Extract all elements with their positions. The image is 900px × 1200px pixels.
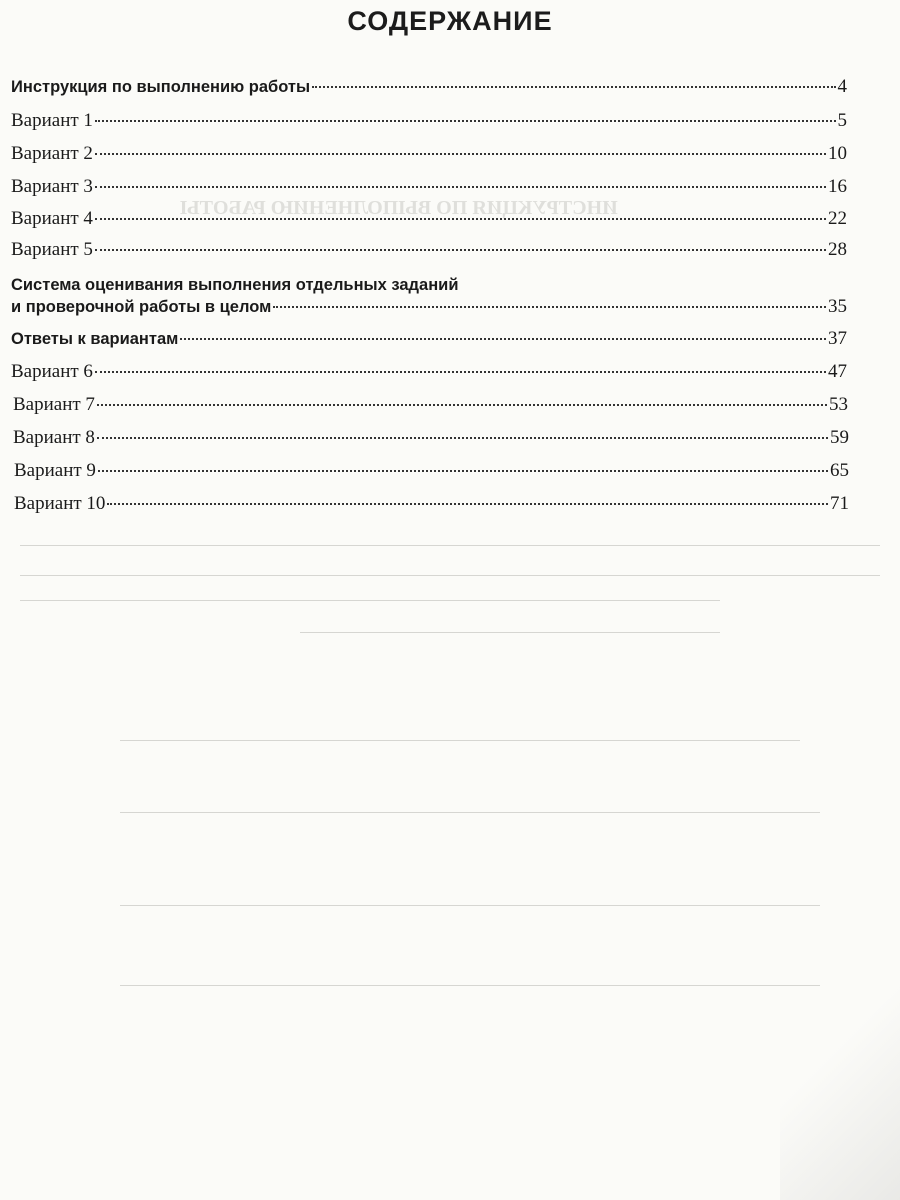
dot-leader	[95, 218, 826, 220]
toc-entry	[14, 493, 849, 515]
dot-leader	[95, 371, 826, 373]
page-shadow	[780, 960, 900, 1200]
toc-page-number: 10	[828, 143, 847, 164]
dot-leader	[95, 153, 826, 155]
toc-entry-label: Вариант 8	[13, 427, 95, 448]
dot-leader	[107, 503, 828, 505]
toc-entry-label: Вариант 4	[11, 208, 93, 229]
toc-page-number: 16	[828, 176, 847, 197]
bleed-through-line	[20, 575, 880, 576]
toc-page-number: 22	[828, 208, 847, 229]
toc-entry	[11, 110, 847, 132]
toc-entry	[14, 460, 849, 482]
toc-entry-label: Вариант 2	[11, 143, 93, 164]
toc-entry	[13, 427, 849, 449]
toc-entry	[11, 296, 847, 318]
toc-entry-label: Вариант 1	[11, 110, 93, 131]
bleed-through-line	[120, 905, 820, 906]
toc-entry-label: Ответы к вариантам	[11, 330, 179, 348]
toc-entry-label: Вариант 10	[14, 493, 106, 514]
bleed-through-line	[300, 632, 720, 633]
toc-page-number: 65	[830, 460, 849, 481]
toc-entry-label: Вариант 5	[11, 239, 93, 260]
toc-page-number: 47	[828, 361, 847, 382]
dot-leader	[95, 120, 836, 122]
toc-entry-label: Вариант 3	[11, 176, 93, 197]
toc-entry	[11, 176, 847, 198]
toc-entry	[11, 76, 847, 98]
toc-page-number: 71	[830, 493, 849, 514]
bleed-through-line	[120, 985, 820, 986]
toc-page-number: 35	[828, 296, 847, 317]
page-title: СОДЕРЖАНИЕ	[347, 6, 553, 36]
bleed-through-text: ИНСТРУКЦИЯ ПО ВЫПОЛНЕНИЮ РАБОТЫ	[180, 197, 618, 219]
toc-entry	[11, 328, 847, 350]
toc-page-number: 59	[830, 427, 849, 448]
toc-entry	[13, 394, 848, 416]
dot-leader	[97, 437, 828, 439]
bleed-through-line	[20, 545, 880, 546]
toc-page-number: 5	[837, 110, 847, 131]
toc-entry-label: Вариант 6	[11, 361, 93, 382]
toc-entry-label: Вариант 7	[13, 394, 95, 415]
bleed-through-line	[20, 600, 720, 601]
dot-leader	[97, 404, 827, 406]
dot-leader	[273, 306, 826, 308]
toc-entry-label: и проверочной работы в целом	[11, 298, 272, 316]
toc-page-number: 4	[837, 76, 847, 97]
dot-leader	[98, 470, 828, 472]
dot-leader	[312, 86, 835, 88]
toc-entry	[11, 239, 847, 261]
toc-page-number: 37	[828, 328, 847, 349]
toc-page-number: 53	[829, 394, 848, 415]
dot-leader	[180, 338, 826, 340]
toc-entry-label: Вариант 9	[14, 460, 96, 481]
toc-entry	[11, 208, 847, 230]
bleed-through-line	[120, 740, 800, 741]
toc-entry	[11, 361, 847, 383]
dot-leader	[95, 186, 826, 188]
toc-page-number: 28	[828, 239, 847, 260]
dot-leader	[95, 249, 826, 251]
toc-entry-label-line1: Система оценивания выполнения отдельных заданий	[11, 276, 459, 294]
bleed-through-line	[120, 812, 820, 813]
toc-entry-label: Инструкция по выполнению работы	[11, 78, 311, 96]
toc-entry	[11, 143, 847, 165]
